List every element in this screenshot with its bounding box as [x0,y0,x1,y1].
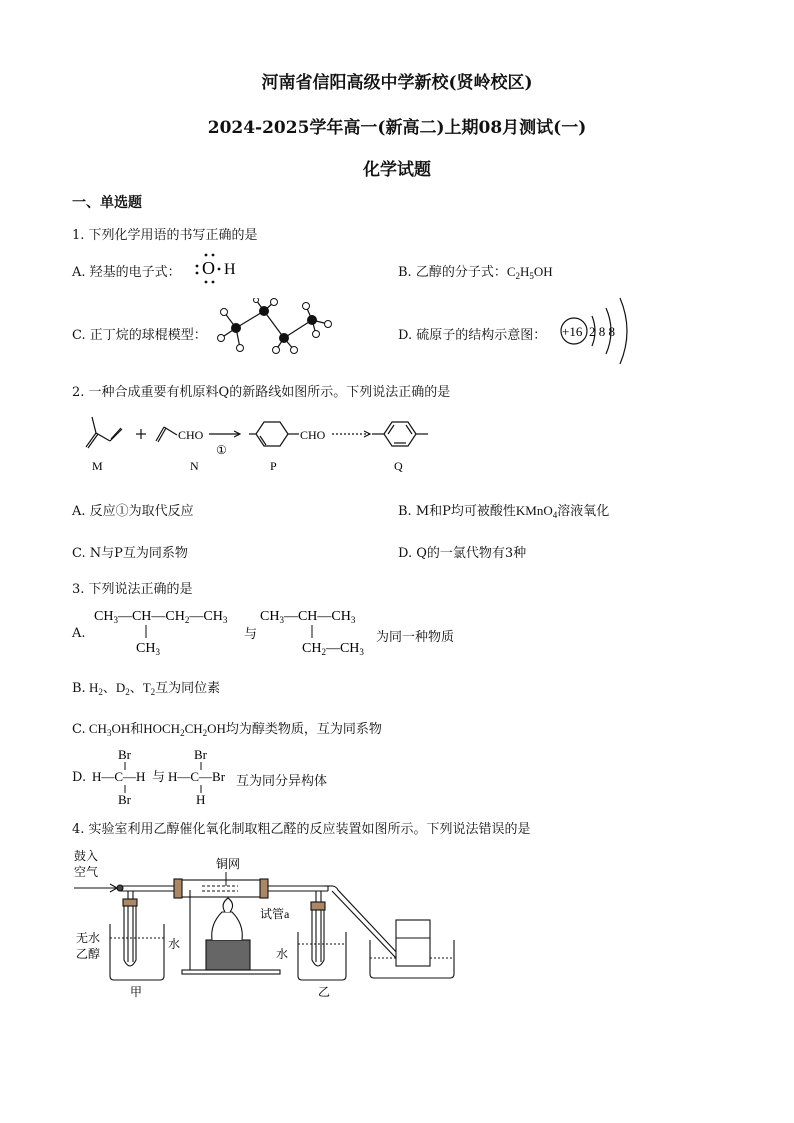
q1-d-label: D. 硫原子的结构示意图： [398,328,547,343]
sulfur-shells: 2 8 8 [589,324,615,339]
svg-text:鼓入: 鼓入 [74,849,99,863]
title-line-3: 化学试题 [363,160,431,180]
svg-text:H—C—H: H—C—H [92,769,146,784]
q3-a-structures [92,602,382,660]
svg-text:H: H [196,792,206,807]
step-one: ① [216,443,227,457]
q2-reaction-scheme [84,413,444,475]
svg-text:铜网: 铜网 [216,857,241,871]
q2-stem: 2. 一种合成重要有机原料Q的新路线如图所示。下列说法正确的是 [72,385,451,400]
q1-a-formula: H [224,261,236,278]
section-heading: 一、单选题 [72,195,142,211]
svg-text:无水: 无水 [76,931,101,945]
svg-text:Br: Br [118,792,131,807]
n-cho: CHO [178,428,204,442]
svg-text:水: 水 [168,937,181,951]
svg-text:水: 水 [276,947,289,961]
label-n: N [190,459,199,473]
label-q: Q [394,459,403,473]
svg-text:CH3: $CH_3$ [136,641,160,657]
q2-option-b: B. M和P均可被酸性KMnO$_4$溶液氧化 [398,503,610,520]
svg-text:与: 与 [152,769,166,784]
svg-text:乙醇: 乙醇 [76,947,101,961]
title-line-1: 河南省信阳高级中学新校(贤岭校区) [261,73,533,93]
q4-apparatus-diagram [70,846,470,1002]
q3-d-post: 互为同分异构体 [236,774,328,789]
q4-stem: 4. 实验室利用乙醇催化氧化制取粗乙醛的反应装置如图所示。下列说法错误的是 [72,822,531,837]
q3-stem: 3. 下列说法正确的是 [72,582,193,597]
p-cho: CHO [300,428,326,442]
svg-text:Br: Br [118,747,131,762]
q1-option-c [72,324,207,343]
q1-option-d [398,324,546,343]
q1-option-b [398,261,553,281]
title-line-2: 2024-2025学年高一(新高二)上期08月测试(一) [207,118,587,138]
q1-a-label: A. 羟基的电子式： [72,265,181,280]
q1-b-formula: $C_2H_5OH$ [506,264,553,281]
label-m: M [92,459,103,473]
svg-text:乙: 乙 [318,985,331,999]
q1-c-label: C. 正丁烷的球棍模型： [72,328,207,343]
q2-option-a: A. 反应①为取代反应 [72,504,194,519]
hydroxyl-electron-dot [188,252,248,284]
q1-option-a [72,261,181,280]
sulfur-nucleus: +16 [562,324,583,339]
svg-text:CH2—CH3: $CH_2—CH_3$ [302,641,364,657]
sulfur-atom-diagram [556,294,640,368]
q1-stem: 1. 下列化学用语的书写正确的是 [72,228,258,243]
q2-option-d: D. Q的一氯代物有3种 [398,546,527,561]
q3-a-post: 为同一种物质 [376,630,455,645]
svg-text:CH3—CH—CH3: $CH_3—CH—CH_3$ [260,609,356,625]
svg-text:O: O [202,258,215,278]
svg-text:与: 与 [244,626,258,641]
svg-text:试管a: 试管a [260,907,290,921]
q1-b-label: B. 乙醇的分子式： [398,265,507,280]
q3-a-label: A. [72,626,86,641]
svg-text:H—C—Br: H—C—Br [168,769,226,784]
butane-ball-stick-model [216,298,336,356]
q3-d-label: D. [72,770,87,785]
q3-option-c: C. $CH_3OH$和$HOCH_2CH_2OH$均为醇类物质，互为同系物 [72,721,382,738]
svg-text:CH3—CH—CH2—CH3: $CH_3—CH—CH_2—CH_3$ [94,609,228,625]
svg-text:甲: 甲 [130,985,143,999]
q2-option-c: C. N与P互为同系物 [72,546,188,561]
svg-text:Br: Br [194,747,207,762]
q3-option-b: B. $H_2$、$D_2$、$T_2$互为同位素 [72,680,221,697]
svg-text:空气: 空气 [74,865,99,879]
q3-d-structures [90,745,240,807]
label-p: P [270,459,277,473]
